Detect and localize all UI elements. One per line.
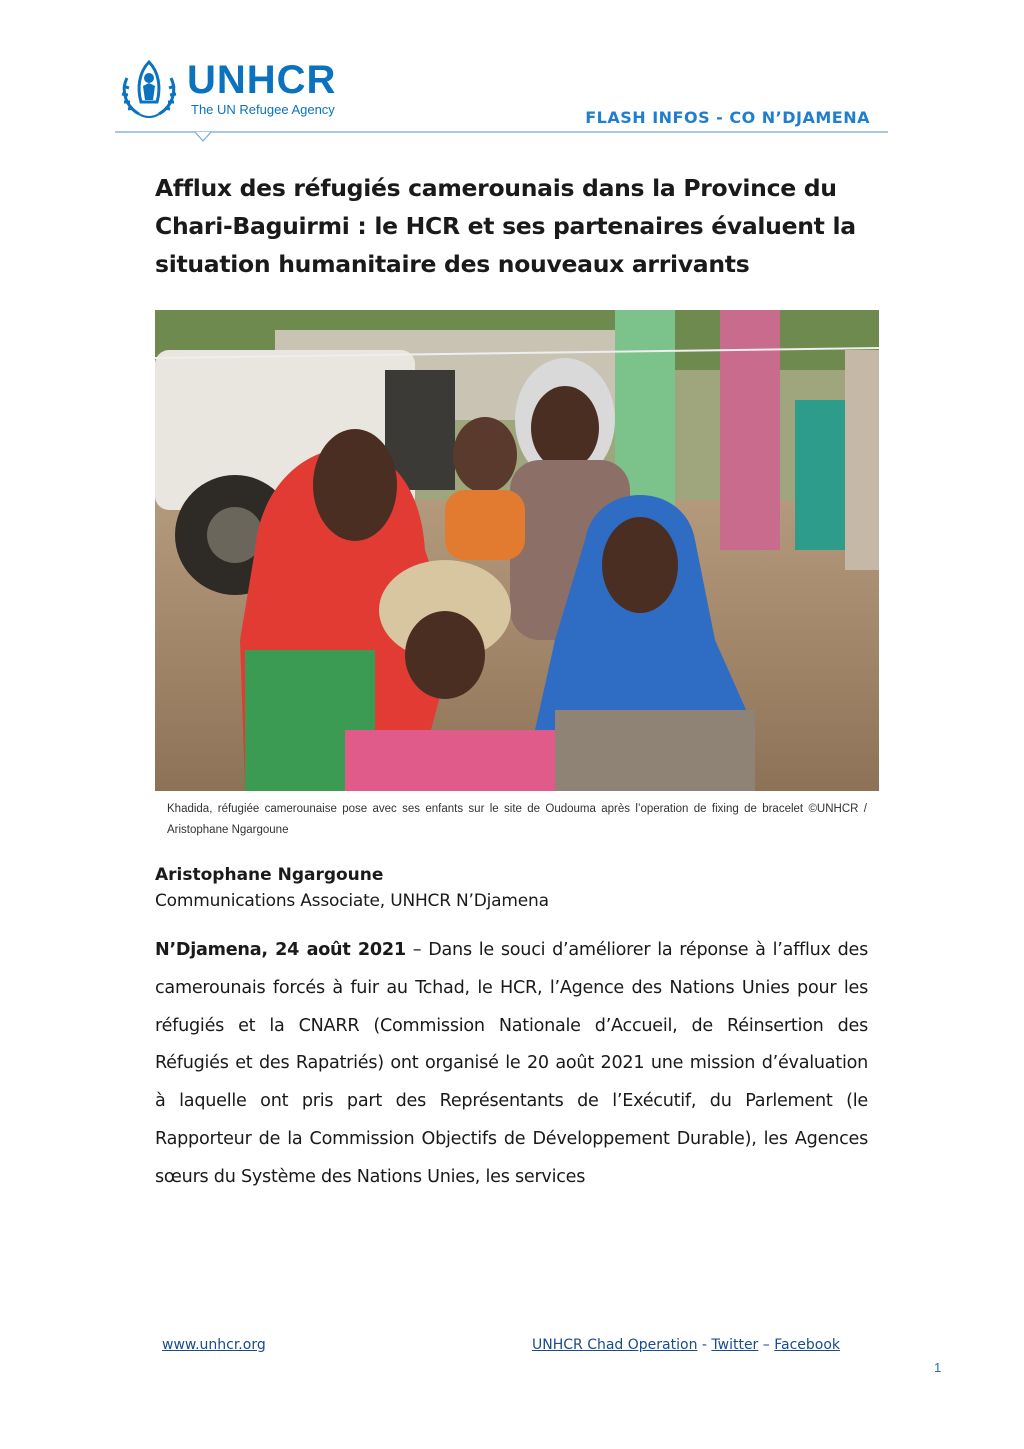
footer-separator: - [697, 1337, 712, 1353]
article-title: Afflux des réfugiés camerounais dans la Province du Chari-Baguirmi : le HCR et ses partenaires évaluent la situation humanitaire des nouveaux arrivants [155, 174, 856, 278]
author-name: Aristophane Ngargoune [155, 865, 384, 885]
footer-links [532, 1337, 840, 1353]
footer-separator: – [758, 1337, 775, 1353]
unhcr-emblem-icon [115, 58, 183, 120]
article-body [155, 932, 868, 1197]
dateline: N’Djamena, 24 août 2021 [155, 940, 406, 960]
footer-website [162, 1337, 266, 1353]
logo-wordmark: UNHCR [187, 58, 337, 102]
author-role: Communications Associate, UNHCR N’Djamena [155, 891, 549, 911]
refugee-family-photo [155, 310, 879, 791]
page-number: 1 [934, 1360, 942, 1375]
unhcr-logo [115, 58, 365, 122]
website-link[interactable]: www.unhcr.org [162, 1337, 266, 1353]
article-body-text: – Dans le souci d’améliorer la réponse à l’afflux des camerounais forcés à fuir au Tchad, le HCR, l’Agence des Nations Unies pour les réfugiés et la CNARR (Commission Nationale d’Accueil, de Réinsertion des Réfugiés et des Rapatriés) ont organisé le 20 août 2021 une mission d’évaluation à laquelle ont pris part des Représentants de l’Exécutif, du Parlement (le Rapporteur de la Commission Objectifs de Développement Durable), les Agences sœurs du Système des Nations Unies, les services [155, 940, 868, 1187]
header-divider [115, 130, 888, 150]
chad-operation-link[interactable]: UNHCR Chad Operation [532, 1337, 698, 1353]
facebook-link[interactable]: Facebook [774, 1337, 841, 1353]
twitter-link[interactable]: Twitter [711, 1337, 759, 1353]
flash-infos-label: FLASH INFOS - CO N’DJAMENA [585, 108, 870, 127]
photo-caption: Khadida, réfugiée camerounaise pose avec ses enfants sur le site de Oudouma après l’operation de fixing de bracelet ©UNHCR / Aristophane Ngargoune [167, 803, 867, 836]
logo-tagline: The UN Refugee Agency [191, 102, 335, 117]
